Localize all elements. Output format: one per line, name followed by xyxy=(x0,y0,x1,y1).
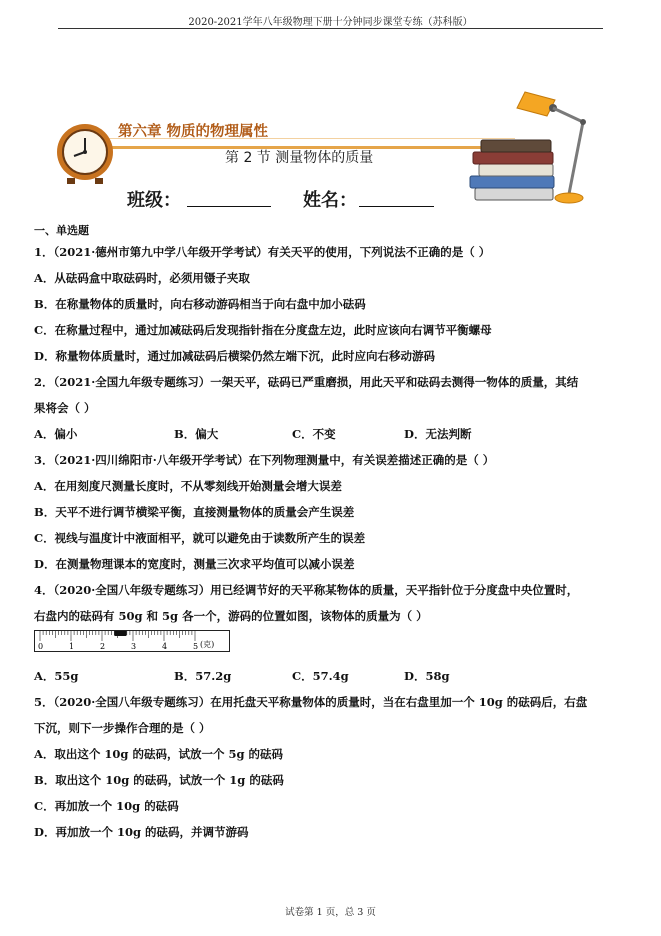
question-2-option-c: C．不变 xyxy=(292,427,336,441)
question-5-stem-line2: 下沉，则下一步操作合理的是（ ） xyxy=(34,721,211,735)
question-2-stem-line2: 果将会（ ） xyxy=(34,401,96,415)
clock-icon xyxy=(57,124,113,184)
question-4-option-c: C．57.4g xyxy=(292,669,349,683)
question-2-stem-line1: 2．（2021·全国九年级专题练习）一架天平，砝码已严重磨损，用此天平和砝码去测得一物体的质量，其结 xyxy=(34,375,579,389)
question-1-option-a: A．从砝码盒中取砝码时，必须用镊子夹取 xyxy=(34,271,250,285)
question-5-stem-line1: 5．（2020·全国八年级专题练习）在用托盘天平称量物体的质量时，当在右盘里加一个 10g 的砝码后，右盘 xyxy=(34,695,588,709)
header-text: 2020-2021学年八年级物理下册十分钟同步课堂专练（苏科版） xyxy=(188,17,473,28)
question-5-option-c: C．再加放一个 10g 的砝码 xyxy=(34,799,179,813)
question-3-option-b: B．天平不进行调节横梁平衡，直接测量物体的质量会产生误差 xyxy=(34,505,355,519)
question-3-stem: 3．（2021·四川绵阳市·八年级开学考试）在下列物理测量中，有关误差描述正确的是（ ） xyxy=(34,453,495,467)
question-1-option-d: D．称量物体质量时，通过加减砝码后横梁仍然左端下沉，此时应向右移动游码 xyxy=(34,349,435,363)
question-4-option-a: A．55g xyxy=(34,669,79,683)
class-label: 班级： xyxy=(127,190,181,211)
header-rule xyxy=(58,28,603,29)
ruler-label: 5 xyxy=(193,642,199,651)
question-5-option-a: A．取出这个 10g 的砝码，试放一个 5g 的砝码 xyxy=(34,747,284,761)
question-1-option-c: C．在称量过程中，通过加减砝码后发现指针指在分度盘左边，此时应该向右调节平衡螺母 xyxy=(34,323,492,337)
ruler-label: 3 xyxy=(131,642,137,651)
ruler-unit: (克) xyxy=(200,640,215,649)
rider-scale-figure xyxy=(34,630,230,652)
rider-marker xyxy=(114,631,126,636)
class-blank xyxy=(187,206,271,207)
question-2-option-b: B．偏大 xyxy=(174,427,219,441)
question-4-stem-line2: 右盘内的砝码有 50g 和 5g 各一个，游码的位置如图，该物体的质量为（ ） xyxy=(34,609,428,623)
question-2-option-d: D．无法判断 xyxy=(404,427,472,441)
ruler-label: 2 xyxy=(100,642,106,651)
question-5-option-b: B．取出这个 10g 的砝码，试放一个 1g 的砝码 xyxy=(34,773,284,787)
question-4-option-b: B．57.2g xyxy=(174,669,232,683)
section-title: 第 2 节 测量物体的质量 xyxy=(225,150,374,166)
question-1-option-b: B．在称量物体的质量时，向右移动游码相当于向右盘中加小砝码 xyxy=(34,297,366,311)
question-4-stem-line1: 4．（2020·全国八年级专题练习）用已经调节好的天平称某物体的质量，天平指针位于分度盘中央位置时， xyxy=(34,583,579,597)
chapter-title: 第六章 物质的物理属性 xyxy=(118,124,269,140)
name-blank xyxy=(359,206,434,207)
question-3-option-d: D．在测量物理课本的宽度时，测量三次求平均值可以减小误差 xyxy=(34,557,355,571)
question-4-option-d: D．58g xyxy=(404,669,450,683)
ruler-label: 0 xyxy=(38,642,44,651)
question-3-option-c: C．视线与温度计中液面相平，就可以避免由于读数所产生的误差 xyxy=(34,531,366,545)
question-1-stem: 1．（2021·德州市第九中学八年级开学考试）有关天平的使用，下列说法不正确的是（ ） xyxy=(34,245,491,259)
ruler-label: 1 xyxy=(69,642,75,651)
page-footer: 试卷第 1 页，总 3 页 xyxy=(285,907,376,918)
books-icon xyxy=(470,140,554,200)
name-label: 姓名： xyxy=(303,190,357,211)
question-3-option-a: A．在用刻度尺测量长度时，不从零刻线开始测量会增大误差 xyxy=(34,479,342,493)
question-5-option-d: D．再加放一个 10g 的砝码，并调节游码 xyxy=(34,825,249,839)
question-2-option-a: A．偏小 xyxy=(34,427,78,441)
ruler-label: 4 xyxy=(162,642,168,651)
section-heading: 一、单选题 xyxy=(34,224,89,237)
